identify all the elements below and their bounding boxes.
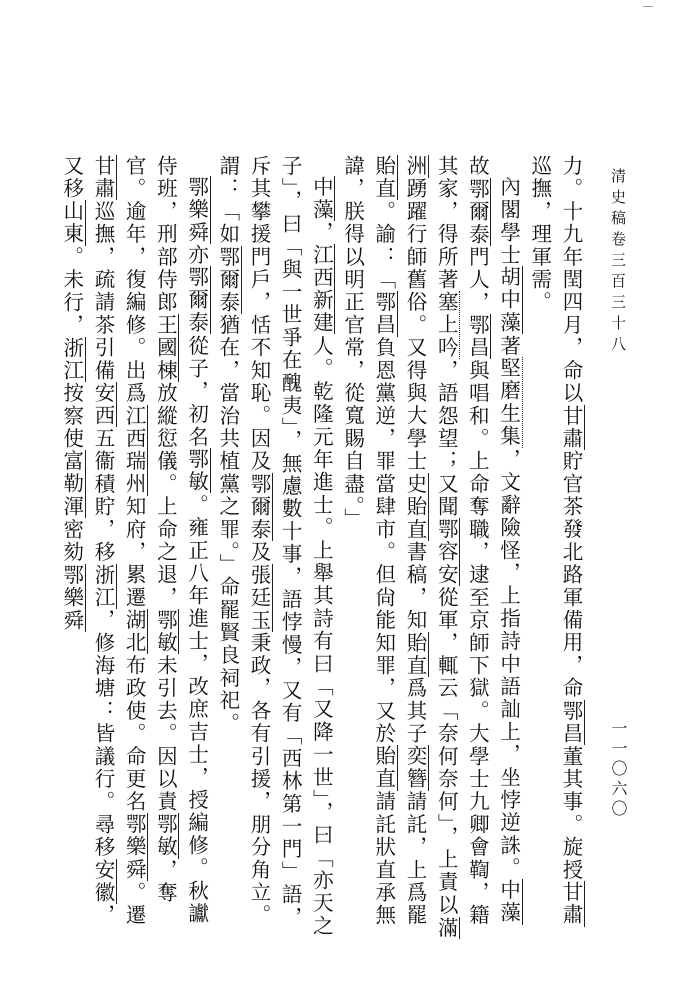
text-run: 與唱和。上命奪職，逮至京師下獄。大學士九卿會鞫，籍其家，得所著: [434, 155, 490, 927]
scan-edge-mark: [643, 6, 653, 10]
person-name: 富勒渾: [59, 450, 84, 519]
person-name: 史貽直: [402, 472, 427, 541]
text-run: 故: [465, 155, 490, 178]
text-run: 密劾: [59, 518, 84, 564]
place-name: 安西: [90, 382, 115, 428]
page-number: 一一〇六〇: [609, 720, 628, 820]
text-run: ，文辭險怪，上指詩中語訕上，坐悖逆誅。: [496, 447, 521, 880]
place-name: 新建: [309, 289, 334, 335]
text-run: 著: [496, 334, 521, 358]
text-run: 。遷: [122, 881, 147, 927]
person-name: 鄂爾泰: [246, 472, 271, 541]
place-name: 江西: [122, 404, 147, 451]
text-run: 猶在，當治共植黨之罪。」命罷賢良祠祀。: [215, 313, 240, 735]
person-name: 鄂敏: [153, 813, 178, 859]
text-run: ，語怨望；又聞: [434, 359, 459, 519]
paragraph: [524, 155, 586, 945]
person-name: 奕簪: [402, 745, 427, 791]
person-name: 鄂樂舜: [59, 563, 84, 632]
person-name: 鄂樂舜: [122, 813, 147, 882]
person-name: 胡中藻: [496, 266, 521, 335]
person-name: 鄂昌: [559, 699, 583, 746]
place-name: 江西: [309, 243, 334, 290]
person-name: 張廷玉: [246, 563, 271, 632]
person-name: 中藻: [496, 879, 521, 925]
book-title: 堅磨生集: [496, 357, 521, 448]
text-run: 從子，初名: [184, 334, 209, 448]
text-run: 放縱愆儀。上命之退，: [153, 382, 178, 610]
person-name: 貽直: [371, 155, 396, 201]
text-run: ，又移: [59, 155, 115, 927]
place-name: 湖北: [122, 609, 147, 655]
text-run: 布政使。命更名: [122, 654, 147, 814]
person-name: 王國棟: [153, 313, 178, 383]
text-run: 巡撫，疏請茶引備: [90, 200, 115, 383]
person-name: 貽直: [371, 745, 396, 791]
person-name: 鄂敏: [184, 447, 209, 494]
text-run: 知府，累遷: [122, 495, 147, 610]
person-name: 貽直: [402, 631, 427, 678]
text-run: 門人，: [465, 245, 490, 314]
person-name: 中藻: [309, 175, 334, 221]
place-name: 浙江: [59, 336, 84, 383]
person-name: 鄂樂舜: [184, 175, 209, 244]
text-run: 巡撫，理軍需。: [527, 155, 552, 314]
text-run: 爲其子: [402, 677, 427, 746]
text-run: 踴躍行師舊俗。又得與大學士: [402, 177, 427, 473]
body-text: [59, 155, 586, 945]
text-run: 內閣學士: [496, 175, 521, 267]
text-run: 五衞積貯，移: [90, 427, 115, 564]
text-run: 請託，上爲罷: [402, 790, 427, 927]
person-name: 鄂昌: [371, 291, 396, 337]
person-name: 鄂爾泰: [184, 266, 209, 335]
text-run: 從軍，輒云「奈何奈何」，上責以: [434, 586, 459, 917]
place-name: 滿洲: [402, 155, 459, 940]
text-run: ，: [309, 220, 334, 244]
place-name: 瑞州: [122, 450, 147, 496]
text-run: 。未行，: [59, 245, 84, 337]
place-name: 甘肅: [559, 404, 583, 451]
paragraph: [56, 155, 212, 945]
text-run: 力。十九年閏四月，命以: [559, 155, 583, 405]
place-name: 安徽: [90, 858, 115, 905]
text-run: 按察使: [59, 382, 84, 451]
text-run: 董其事。旋授: [559, 745, 583, 882]
text-run: 貯官茶發北路軍備用，命: [559, 450, 583, 700]
text-run: 未引去。因以責: [153, 654, 178, 814]
person-name: 鄂昌: [465, 313, 490, 360]
text-run: 。雍正八年進士，改庶吉士，授編修。秋讞侍班，刑部侍郎: [153, 155, 209, 925]
text-run: ，修海塘：皆議行。尋移: [90, 609, 115, 859]
paragraph: [336, 155, 523, 945]
place-name: 甘肅: [559, 881, 583, 927]
person-name: 鄂爾泰: [465, 177, 490, 246]
person-name: 鄂容安: [434, 518, 459, 587]
text-run: 人。乾隆元年進士。上舉其詩有曰「又降一世」，曰「亦天之子」，曰「與一世爭在醜夷」，無慮數十事，語悖慢，又有「西林第一門」語，斥其攀援門戶，恬不知恥。因及: [246, 155, 334, 938]
text-run: 負恩黨逆，罪當肆市。但尙能知罪，又於: [371, 336, 396, 746]
text-run: 及: [246, 540, 271, 564]
place-name: 山東: [59, 200, 84, 246]
person-name: 鄂爾泰: [215, 245, 240, 314]
text-run: 。諭：「: [371, 200, 396, 292]
person-name: 鄂敏: [153, 609, 178, 655]
running-header: 清史稿卷三百三十八: [609, 168, 627, 357]
place-name: 甘肅: [90, 155, 115, 201]
paragraph: [212, 155, 337, 945]
text-run: 請託狀直承無諱，朕得以明正官常，從寬賜自盡。」: [340, 155, 396, 927]
book-title: 塞上吟: [434, 291, 459, 360]
text-run: 秉政，各有引援，朋分角立。謂：「如: [215, 155, 271, 927]
text-run: ，奪官。逾年，復編修。出爲: [122, 155, 178, 905]
text-run: 亦: [184, 243, 209, 267]
place-name: 浙江: [90, 563, 115, 610]
text-run: 書稿，知: [402, 540, 427, 632]
